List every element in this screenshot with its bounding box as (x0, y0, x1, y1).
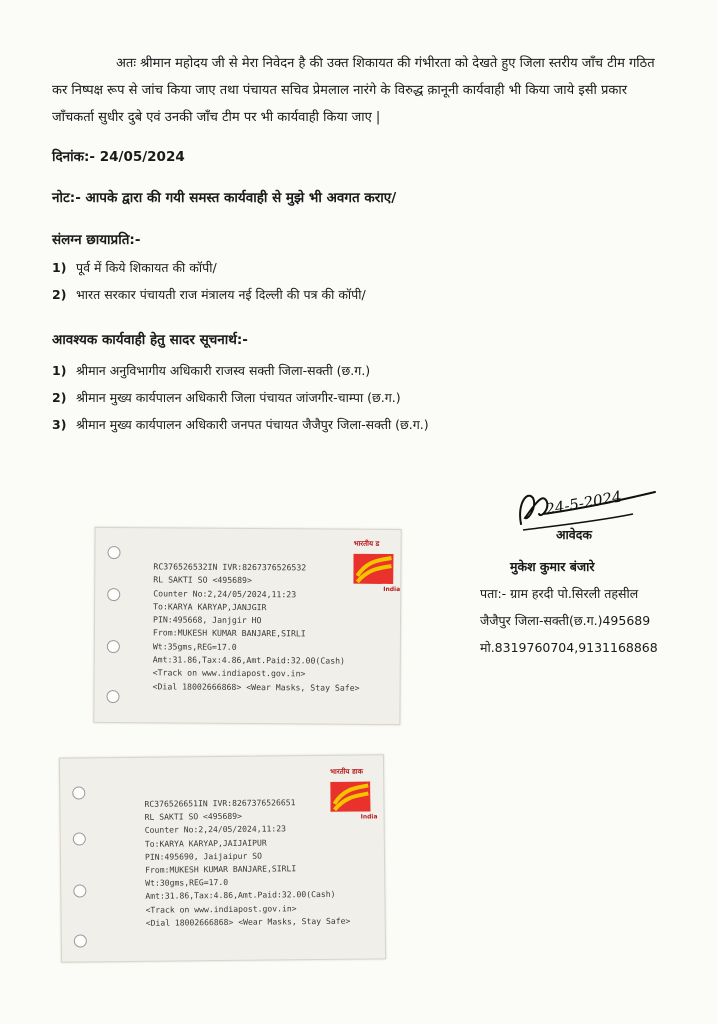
india-post-logo: भारतीय डाक India (330, 767, 378, 821)
receipt-text: RC376526532IN IVR:8267376526532 RL SAKTI SO <495689> Counter No:2,24/05/2024,11:23 To:KARYA KARYAP,JANJGIR PIN:495668, Janjgir HO From:MUKESH KUMAR BANJARE,SIRLI Wt:35gms,REG=17.0 Amt:31.86,Tax:4.86,Amt.Paid:32.00(Cash) <Track on www.indiapost.gov.in> <Dial 18002666868> <Wear Masks, Stay Safe> (152, 561, 360, 693)
punch-hole (73, 884, 86, 897)
applicant-address-block (480, 553, 658, 661)
receipt-text: RC376526651IN IVR:8267376526651 RL SAKTI SO <495689> Counter No:2,24/05/2024,11:23 To:KARYA KARYAP,JAIJAIPUR PIN:495690, Jaijaipur SO From:MUKESH KUMAR BANJARE,SIRLI Wt:30gms,REG=17.0 Amt:31.86,Tax:4.86,Amt.Paid:32.00(Cash) <Track on www.indiapost.gov.in> <Dial 18002666868> <Wear Masks, Stay Safe> (144, 797, 351, 928)
punch-hole (107, 640, 120, 653)
address-line: पता:- ग्राम हरदी पो.सिरली तहसील (480, 586, 639, 601)
letter-date: दिनांक:- 24/05/2024 (52, 149, 185, 165)
list-item: 2) श्रीमान मुख्य कार्यपालन अधिकारी जिला पंचायत जांजगीर-चाम्पा (छ.ग.) (52, 390, 401, 405)
request-paragraph: अतः श्रीमान महोदय जी से मेरा निवेदन है की उक्त शिकायत की गंभीरता को देखते हुए जिला स्तरीय जाँच टीम गठित कर निष्पक्ष रूप से जांच किया जाए तथा पंचायत सचिव प्रेमलाल नारंगे के विरुद्ध क़ानूनी कार्यवाही भी किया जाये इसी प्रकार जाँचकर्ता सुधीर दुबे एवं उनकी जाँच टीम पर भी कार्यवाही किया जाए | (52, 56, 655, 125)
punch-hole (106, 690, 119, 703)
letter-note: नोट:- आपके द्वारा की गयी समस्त कार्यवाही से मुझे भी अवगत कराए/ (52, 190, 397, 206)
applicant-name: मुकेश कुमार बंजारे (510, 559, 595, 574)
list-item: 1) पूर्व में किये शिकायत की कॉपी/ (52, 260, 217, 275)
list-item: 3) श्रीमान मुख्य कार्यपालन अधिकारी जनपत पंचायत जैजैपुर जिला-सक्ती (छ.ग.) (52, 417, 429, 432)
address-line: जैजैपुर जिला-सक्ती(छ.ग.)495689 (480, 613, 651, 628)
india-post-logo: भारतीय ड India (353, 539, 401, 594)
applicant-label: आवेदक (556, 527, 592, 542)
punch-hole (107, 588, 120, 601)
punch-hole (72, 786, 85, 799)
postal-receipt (93, 527, 401, 725)
list-item: 1) श्रीमान अनुविभागीय अधिकारी राजस्व सक्ती जिला-सक्ती (छ.ग.) (52, 363, 371, 378)
forward-title: आवश्यक कार्यवाही हेतु सादर सूचनार्थ:- (52, 332, 248, 348)
signature-date: 24-5-2024 (544, 487, 623, 519)
address-line: मो.8319760704,9131168868 (480, 640, 658, 655)
forward-list (52, 357, 429, 438)
attachments-title: संलग्न छायाप्रति:- (52, 232, 141, 248)
punch-hole (107, 546, 120, 559)
punch-hole (73, 832, 86, 845)
list-item: 2) भारत सरकार पंचायती राज मंत्रालय नई दिल्ली की पत्र की कॉपी/ (52, 287, 366, 302)
punch-hole (74, 934, 87, 947)
postal-receipt (59, 754, 386, 962)
attachments-list (52, 254, 366, 308)
